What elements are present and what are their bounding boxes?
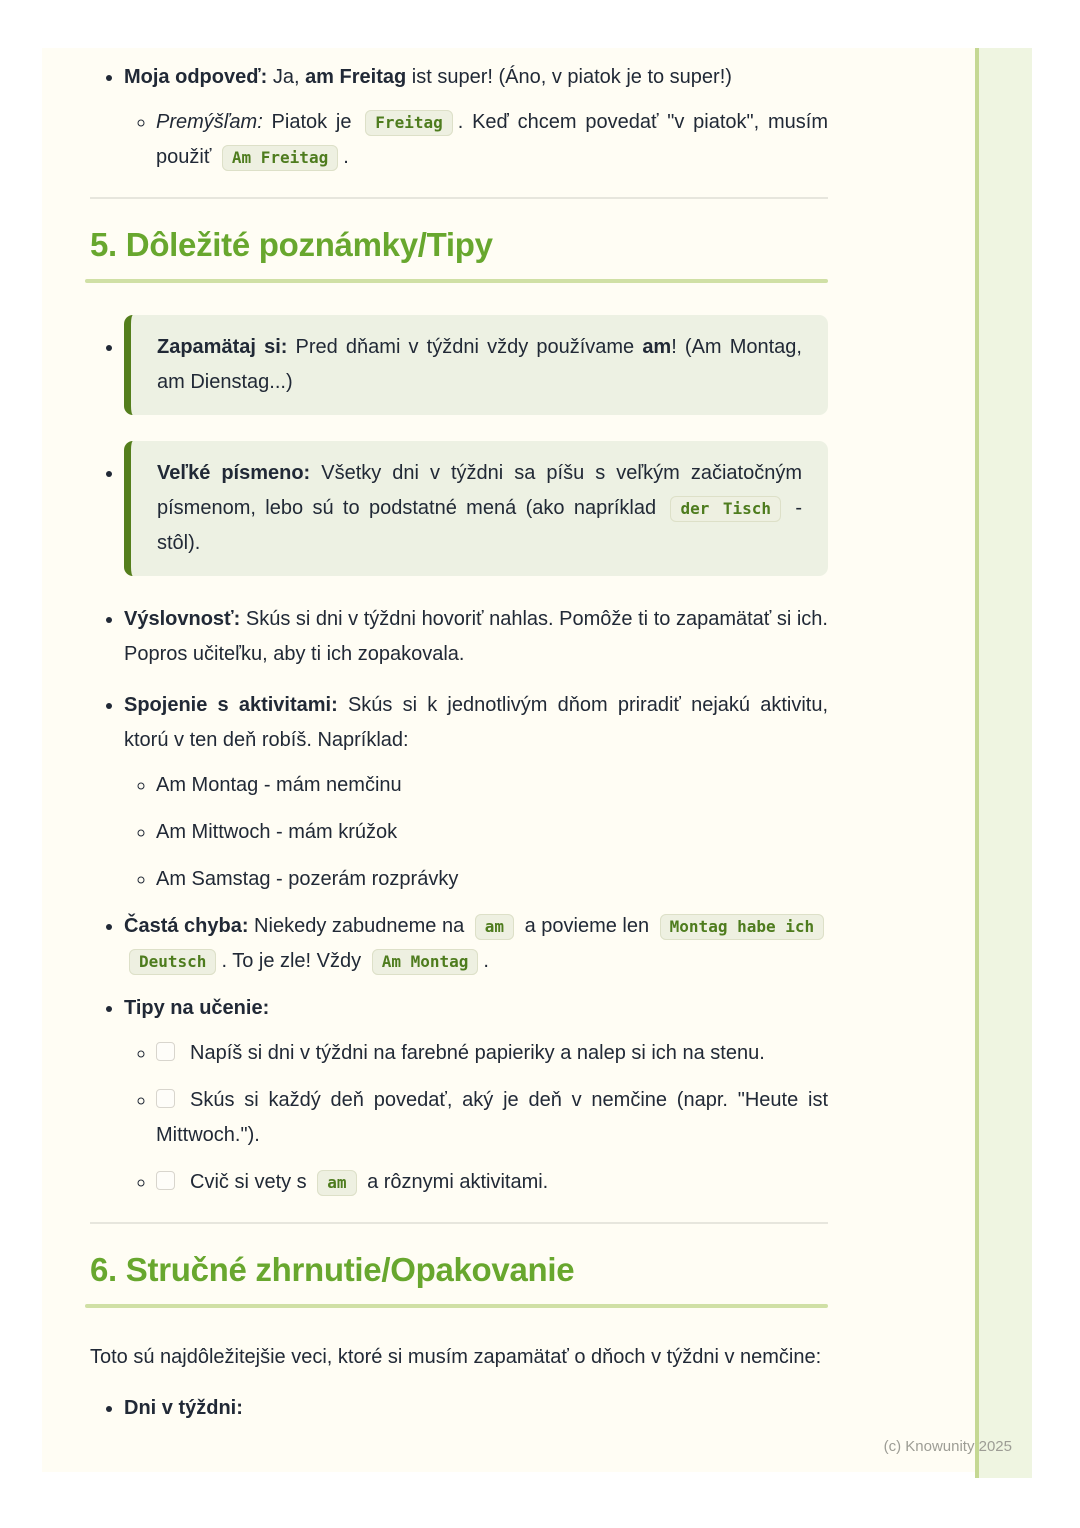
callout-capitalization-text [157, 456, 802, 561]
pronunciation-label: Výslovnosť: [124, 608, 241, 630]
tip-2-checkbox[interactable] [156, 1089, 175, 1108]
code-badge-am-small: am [317, 1170, 356, 1196]
tip-1-text: Napíš si dni v týždni na farebné papieriky a nalep si ich na stenu. [190, 1042, 765, 1064]
callout-capitalization-label: Veľké písmeno: [157, 462, 311, 484]
document-page [42, 48, 975, 1472]
pronunciation-item [124, 602, 828, 672]
tip-1-checkbox[interactable] [156, 1042, 175, 1061]
notes-list [90, 315, 828, 1200]
thinking-label: Premýšľam: [156, 111, 263, 133]
answer-bold-phrase: am Freitag [305, 66, 407, 88]
pronunciation-text: Skús si dni v týždni hovoriť nahlas. Pomôže ti to zapamätať si ich. Popros učiteľku, aby ti ich zopakovala. [124, 608, 828, 665]
callout-capitalization-text-1: Všetky dni v týždni sa píšu s veľkým začiatočným písmenom, lebo sú to podstatné mená (ako napríklad [157, 462, 803, 519]
page-edge-strip [975, 48, 1032, 1478]
answer-text-2: ist super! (Áno, v piatok je to super!) [406, 66, 732, 88]
tip-3-text-2: a rôznymi aktivitami. [361, 1171, 549, 1193]
callout-item-capitalization [124, 441, 828, 576]
code-badge-am-freitag: Am Freitag [222, 145, 338, 171]
tip-item-1 [156, 1036, 828, 1071]
answer-label: Moja odpoveď: [124, 66, 268, 88]
tips-label: Tipy na učenie: [124, 997, 270, 1019]
callout-remember-text-2: ! (Am Montag, am Dienstag...) [157, 336, 802, 393]
callout-remember-bold-am: am [642, 336, 672, 358]
mistake-text-4: . [483, 950, 489, 972]
copyright-credit: (c) Knowunity 2025 [883, 1438, 1012, 1455]
callout-remember-text [157, 330, 802, 400]
activity-wednesday-text: Am Mittwoch - mám krúžok [156, 821, 398, 843]
tip-item-3 [156, 1165, 828, 1200]
section-divider [90, 197, 828, 199]
section-5-title-underline [85, 279, 828, 283]
callout-remember-label: Zapamätaj si: [157, 336, 288, 358]
answer-text-1: Ja, [267, 66, 306, 88]
code-badge-freitag: Freitag [365, 110, 452, 136]
section-6-title: 6. Stručné zhrnutie/Opakovanie [90, 1251, 575, 1288]
section-divider-2 [90, 1222, 828, 1224]
tip-2-text: Skús si každý deň povedať, aký je deň v nemčine (napr. "Heute ist Mittwoch."). [156, 1089, 828, 1146]
section-6-title-underline [85, 1304, 828, 1308]
callout-box-remember [124, 315, 828, 415]
callout-remember-text-1: Pred dňami v týždni vždy používame [287, 336, 643, 358]
summary-paragraph: Toto sú najdôležitejšie veci, ktoré si musím zapamätať o dňoch v týždni v nemčine: [90, 1346, 822, 1368]
activity-saturday-text: Am Samstag - pozerám rozprávky [156, 868, 459, 890]
answer-item [124, 60, 828, 175]
days-label: Dni v týždni: [124, 1397, 243, 1419]
mistake-text-3: . To je zle! Vždy [221, 950, 367, 972]
mistake-label: Častá chyba: [124, 915, 249, 937]
tip-3-checkbox[interactable] [156, 1171, 175, 1190]
activity-monday-text: Am Montag - mám nemčinu [156, 774, 402, 796]
page-content [42, 48, 828, 1426]
tip-3-text-1: Cvič si vety s [190, 1171, 313, 1193]
callout-capitalization-text-2: - stôl). [157, 497, 803, 554]
mistake-item [124, 909, 828, 979]
activity-monday [156, 768, 828, 803]
mistake-text-2: a povieme len [519, 915, 655, 937]
callout-box-capitalization [124, 441, 828, 576]
mistake-text-1: Niekedy zabudneme na [248, 915, 470, 937]
activities-text: Skús si k jednotlivým dňom priradiť nejakú aktivitu, ktorú v ten deň robíš. Napríklad: [124, 694, 828, 751]
activity-wednesday [156, 815, 828, 850]
answer-list [90, 60, 828, 175]
tip-item-2 [156, 1083, 828, 1153]
tips-checklist [124, 1036, 828, 1200]
activities-item [124, 688, 828, 897]
thinking-sublist [124, 105, 828, 175]
code-badge-der-tisch: der Tisch [670, 496, 781, 522]
code-badge-am-montag: Am Montag [372, 949, 479, 975]
code-badge-wrong-sentence: Montag habe ich Deutsch [129, 914, 824, 975]
activities-sublist [124, 768, 828, 897]
activities-label: Spojenie s aktivitami: [124, 694, 338, 716]
activity-saturday [156, 862, 828, 897]
callout-item-remember [124, 315, 828, 415]
thinking-item [156, 105, 828, 175]
summary-list [90, 1391, 828, 1426]
tips-item [124, 991, 828, 1200]
thinking-text-3: . [343, 146, 349, 168]
code-badge-am: am [475, 914, 514, 940]
thinking-text-1: Piatok je [262, 111, 361, 133]
section-5-title: 5. Dôležité poznámky/Tipy [90, 226, 493, 263]
days-item [124, 1391, 828, 1426]
thinking-text-2: . Keď chcem povedať "v piatok", musím použiť [156, 111, 828, 168]
